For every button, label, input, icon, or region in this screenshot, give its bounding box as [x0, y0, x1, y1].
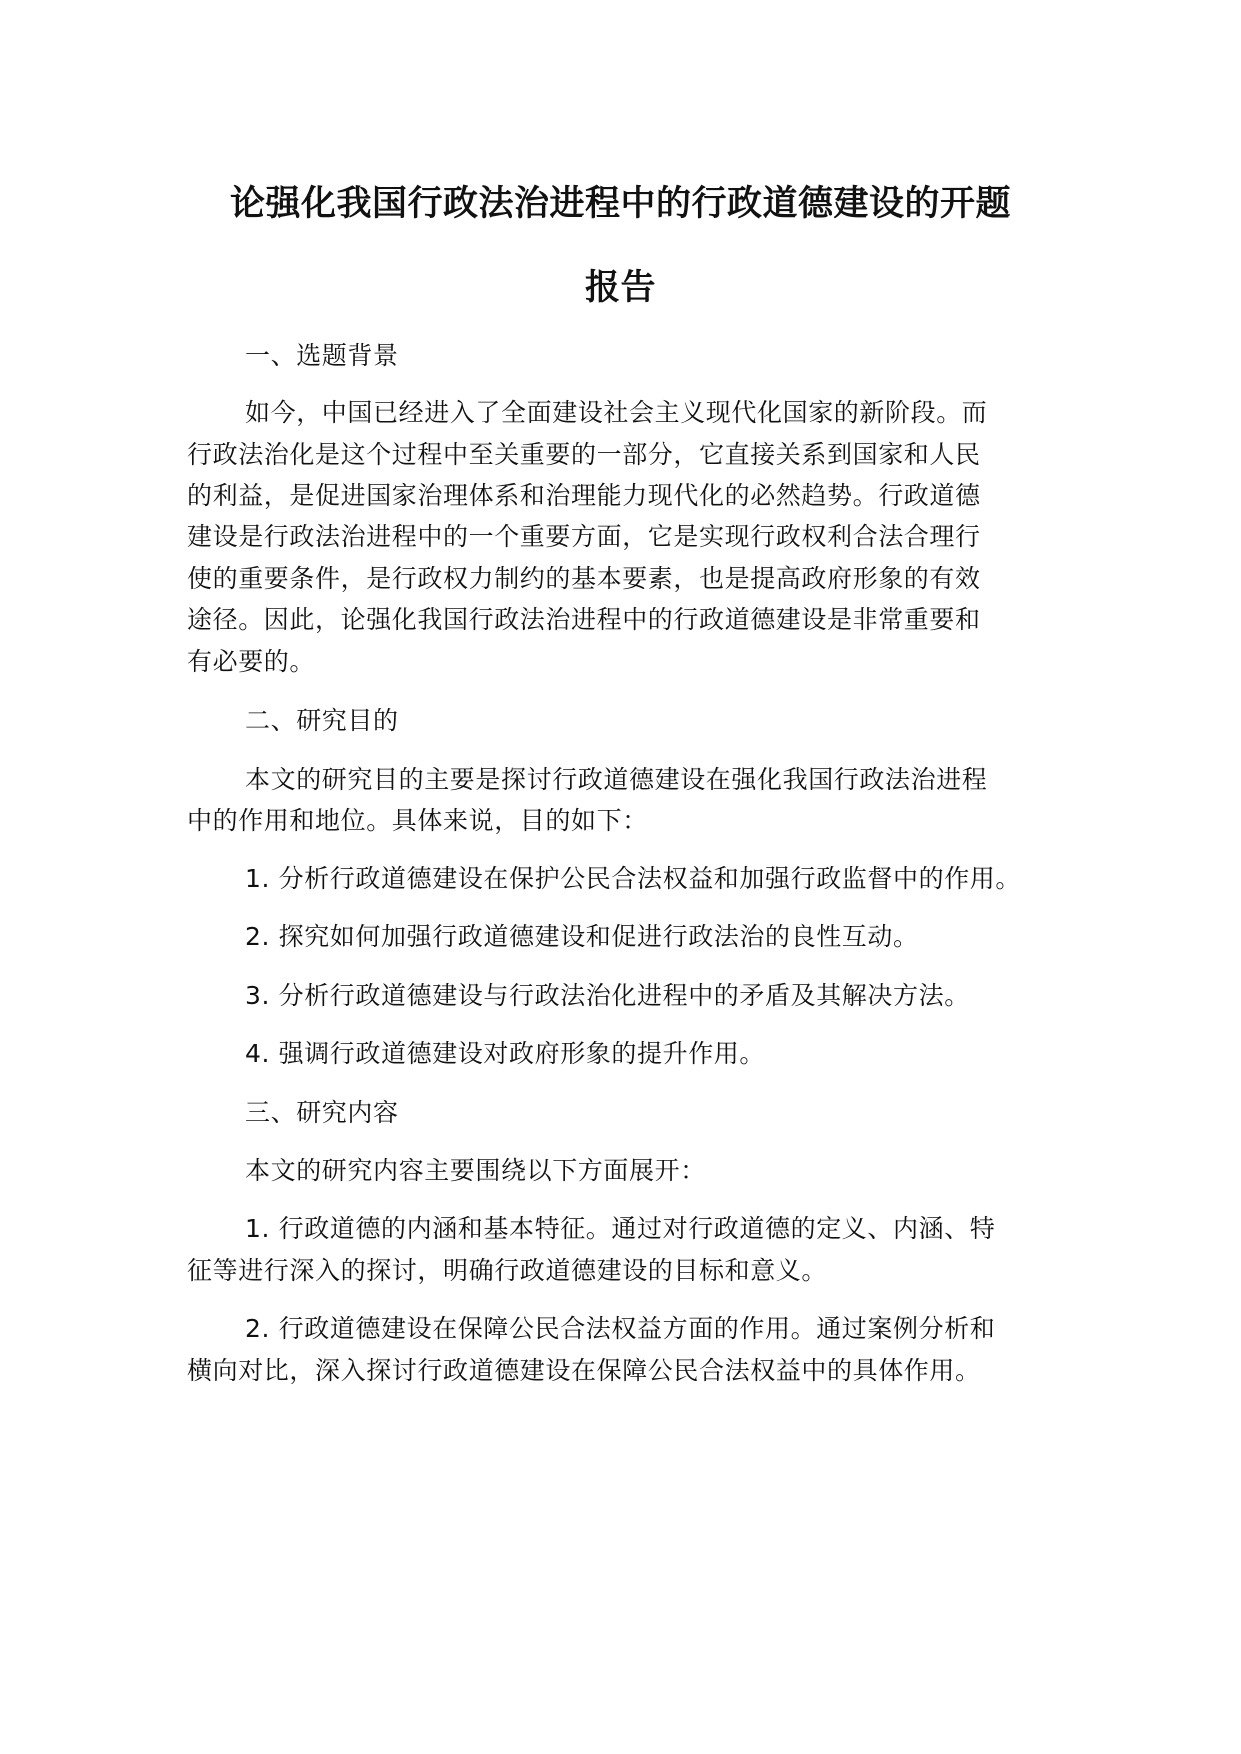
- paragraph-line: 的利益，是促进国家治理体系和治理能力现代化的必然趋势。行政道德: [187, 481, 981, 510]
- section-heading-purpose: 二、研究目的: [245, 706, 399, 735]
- list-item: 4. 强调行政道德建设对政府形象的提升作用。: [245, 1039, 766, 1068]
- paragraph-line: 本文的研究目的主要是探讨行政道德建设在强化我国行政法治进程: [245, 765, 988, 794]
- section-heading-content: 三、研究内容: [245, 1098, 399, 1127]
- paragraph-line: 行政法治化是这个过程中至关重要的一部分，它直接关系到国家和人民: [187, 440, 981, 469]
- paragraph-line: 有必要的。: [187, 647, 316, 676]
- list-item: 3. 分析行政道德建设与行政法治化进程中的矛盾及其解决方法。: [245, 981, 970, 1010]
- paragraph-line: 途径。因此，论强化我国行政法治进程中的行政道德建设是非常重要和: [187, 605, 981, 634]
- document-title-line-1: 论强化我国行政法治进程中的行政道德建设的开题: [229, 184, 1011, 224]
- list-item-continuation: 征等进行深入的探讨，明确行政道德建设的目标和意义。: [187, 1256, 828, 1285]
- document-title-line-2: 报告: [584, 268, 656, 308]
- list-item: 1. 分析行政道德建设在保护公民合法权益和加强行政监督中的作用。: [245, 864, 1022, 893]
- list-item: 1. 行政道德的内涵和基本特征。通过对行政道德的定义、内涵、特: [245, 1214, 996, 1243]
- list-item: 2. 行政道德建设在保障公民合法权益方面的作用。通过案例分析和: [245, 1314, 996, 1343]
- section-heading-background: 一、选题背景: [245, 341, 399, 370]
- paragraph-line: 如今，中国已经进入了全面建设社会主义现代化国家的新阶段。而: [245, 398, 988, 427]
- list-item: 2. 探究如何加强行政道德建设和促进行政法治的良性互动。: [245, 922, 919, 951]
- paragraph-line: 本文的研究内容主要围绕以下方面展开：: [245, 1156, 706, 1185]
- paragraph-line: 使的重要条件，是行政权力制约的基本要素，也是提高政府形象的有效: [187, 564, 981, 593]
- paragraph-line: 建设是行政法治进程中的一个重要方面，它是实现行政权利合法合理行: [187, 522, 981, 551]
- list-item-continuation: 横向对比，深入探讨行政道德建设在保障公民合法权益中的具体作用。: [187, 1356, 981, 1385]
- paragraph-line: 中的作用和地位。具体来说，目的如下：: [187, 806, 648, 835]
